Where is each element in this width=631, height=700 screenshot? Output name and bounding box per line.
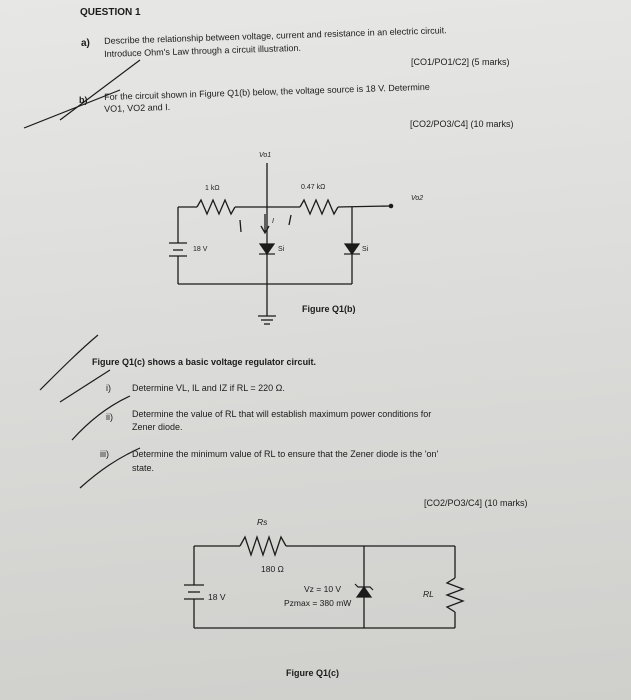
part-b-label: b) bbox=[79, 95, 88, 105]
part-c-ii-line2: Zener diode. bbox=[132, 422, 183, 432]
r1-label: 1 kΩ bbox=[205, 185, 220, 192]
rl-label: RL bbox=[423, 589, 434, 599]
vz-label: Vz = 10 V bbox=[304, 584, 342, 594]
figure-c-caption: Figure Q1(c) bbox=[286, 668, 340, 678]
part-c-i-text: Determine VL, IL and IZ if RL = 220 Ω. bbox=[132, 383, 285, 393]
question-title: QUESTION 1 bbox=[80, 7, 141, 18]
part-a-line1: Describe the relationship between voltage, current and resistance in an electric circuit. bbox=[104, 25, 447, 46]
current-label: I bbox=[272, 218, 274, 225]
source-label-c: 18 V bbox=[208, 592, 226, 602]
figure-b-caption: Figure Q1(b) bbox=[302, 304, 356, 314]
vo2-label: Vo2 bbox=[411, 195, 424, 202]
pzmax-label: Pzmax = 380 mW bbox=[284, 598, 352, 608]
part-c-ii-label: ii) bbox=[106, 412, 113, 422]
part-c-iii-line2: state. bbox=[132, 463, 155, 473]
part-a-marks: [CO1/PO1/C2] (5 marks) bbox=[411, 57, 510, 67]
rs-value-label: 180 Ω bbox=[261, 564, 284, 574]
part-a-label: a) bbox=[81, 38, 90, 49]
part-a-line2: Introduce Ohm's Law through a circuit illustration. bbox=[104, 42, 302, 59]
part-b-marks: [CO2/PO3/C4] (10 marks) bbox=[410, 119, 514, 129]
part-c-marks: [CO2/PO3/C4] (10 marks) bbox=[424, 498, 528, 508]
part-c-line1: Figure Q1(c) shows a basic voltage regulator circuit. bbox=[92, 357, 317, 367]
rs-label: Rs bbox=[257, 517, 268, 527]
part-b-line1: For the circuit shown in Figure Q1(b) below, the voltage source is 18 V. Determine bbox=[104, 81, 430, 102]
part-c-iii-line1: Determine the minimum value of RL to ensure that the Zener diode is the 'on' bbox=[132, 449, 439, 459]
resistor-rs bbox=[240, 537, 286, 555]
zener-diode-symbol bbox=[357, 587, 371, 597]
part-c-iii-label: iii) bbox=[100, 449, 109, 459]
part-c-ii-line1: Determine the value of RL that will establish maximum power conditions for bbox=[132, 409, 432, 419]
r2-label: 0.47 kΩ bbox=[301, 184, 326, 191]
diode-2-label: Si bbox=[362, 246, 369, 253]
diode-1-label: Si bbox=[278, 246, 285, 253]
part-b-line2: VO1, VO2 and I. bbox=[104, 101, 171, 114]
source-label-b: 18 V bbox=[193, 246, 208, 253]
vo1-label: Vo1 bbox=[259, 152, 272, 159]
resistor-rl bbox=[447, 578, 463, 612]
part-c-i-label: i) bbox=[106, 383, 111, 393]
